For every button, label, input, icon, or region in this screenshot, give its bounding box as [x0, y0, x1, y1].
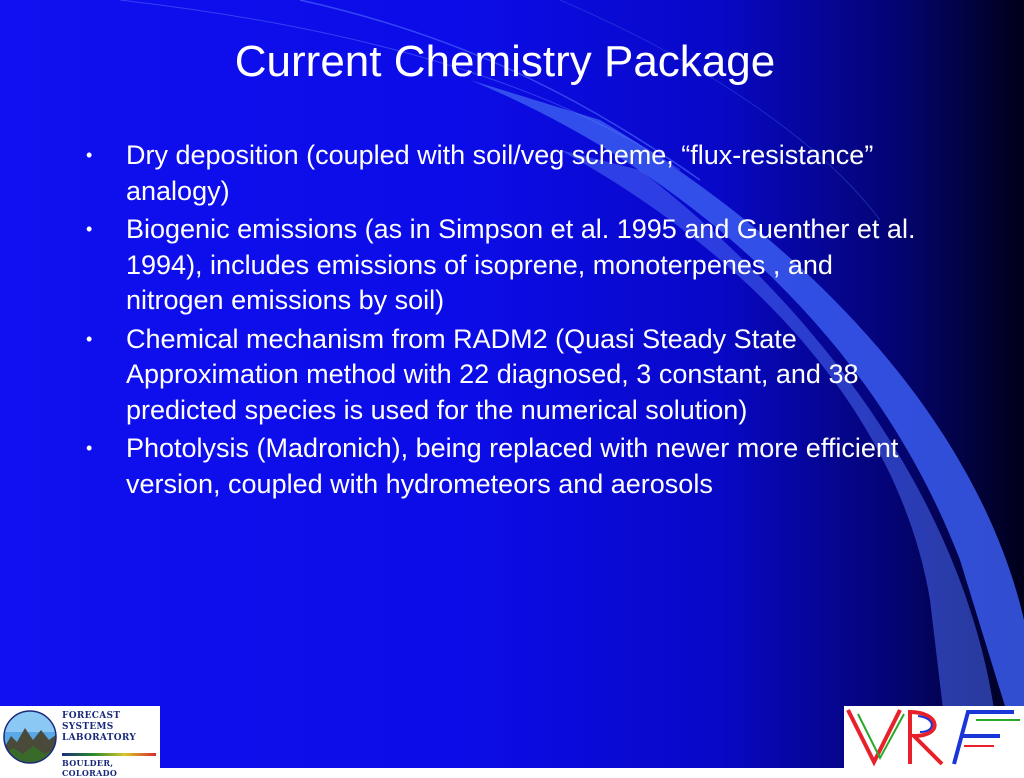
- bullet-marker: •: [86, 219, 93, 239]
- fsl-line-systems: SYSTEMS: [62, 722, 114, 732]
- fsl-color-bar: [62, 753, 156, 756]
- bullet-text: Chemical mechanism from RADM2 (Quasi Steady State Approximation method with 22 diagnosed, 3 constant, and 38 predicted species is used for the numerical solution): [126, 323, 859, 425]
- bullet-text: Biogenic emissions (as in Simpson et al. 1995 and Guenther et al. 1994), includes emissions of isoprene, monoterpenes , and nitrogen emissions by soil): [126, 214, 916, 315]
- fsl-line-location: BOULDER, COLORADO: [62, 758, 118, 778]
- bullet-marker: •: [86, 438, 93, 458]
- bullet-text: Dry deposition (coupled with soil/veg scheme, “flux-resistance” analogy): [126, 140, 874, 206]
- bullet-text: Photolysis (Madronich), being replaced with newer more efficient version, coupled with hydrometeors and aerosols: [126, 433, 899, 499]
- fsl-line-laboratory: LABORATORY: [62, 733, 137, 743]
- bullet-item: [86, 138, 936, 209]
- slide-title: Current Chemistry Package: [234, 37, 776, 86]
- globe-mountain-icon: [3, 710, 57, 764]
- bullet-list: [86, 138, 936, 505]
- wrf-logo: [844, 706, 1024, 768]
- bullet-marker: •: [86, 145, 93, 165]
- bullet-item: [86, 431, 936, 502]
- fsl-line-forecast: FORECAST: [62, 711, 121, 721]
- bullet-item: [86, 322, 936, 429]
- bullet-item: [86, 212, 936, 319]
- fsl-logo: [0, 706, 160, 778]
- bullet-marker: •: [86, 328, 93, 349]
- wrf-logo-mark: [844, 706, 1024, 768]
